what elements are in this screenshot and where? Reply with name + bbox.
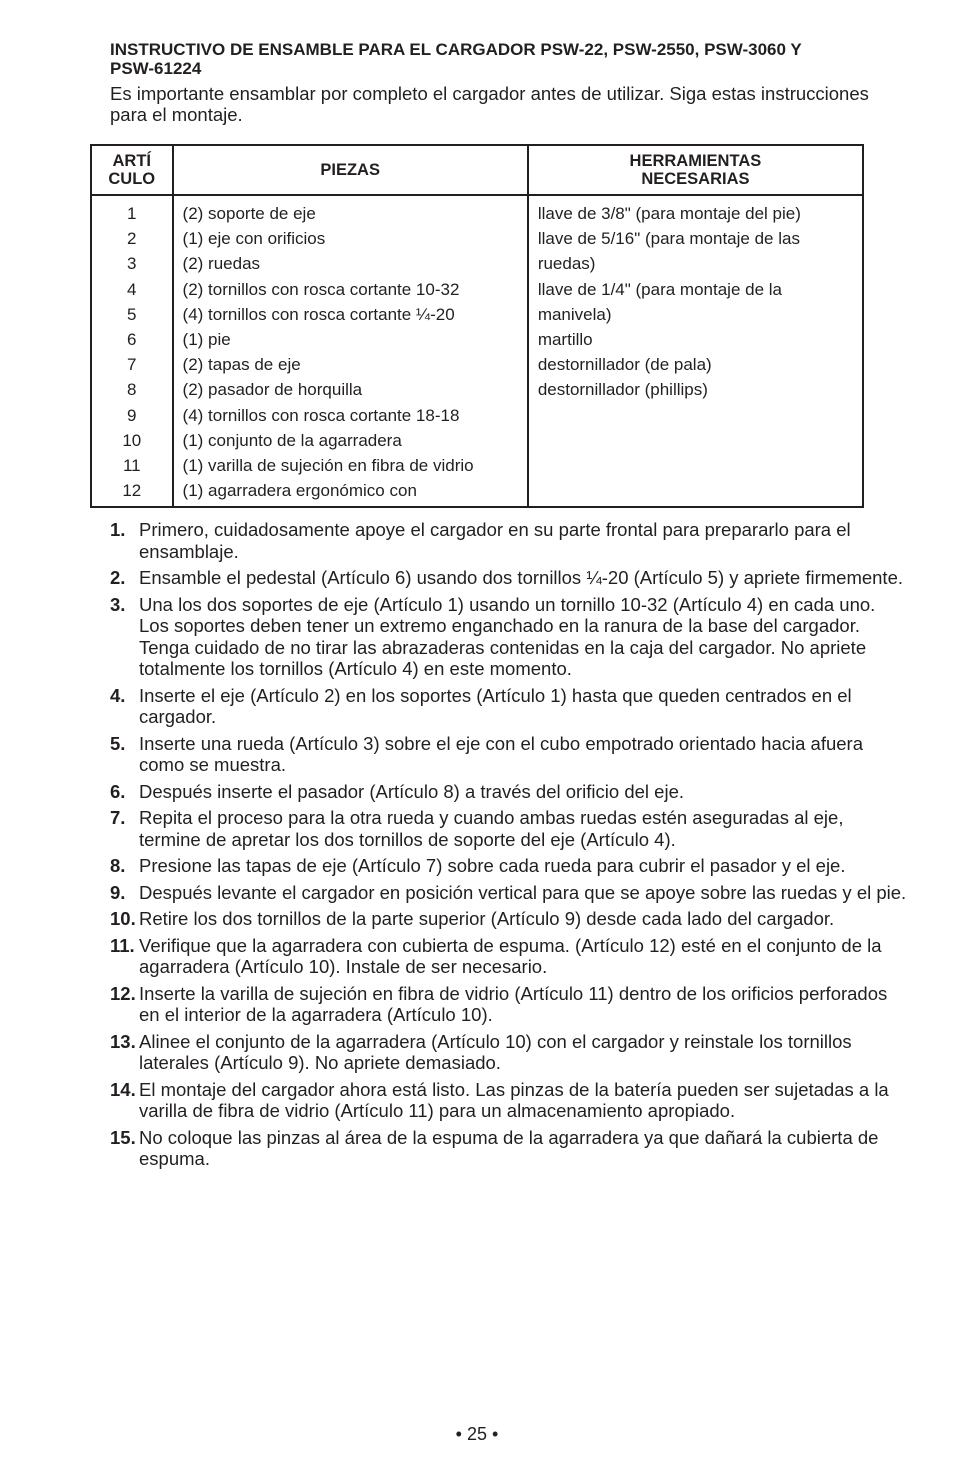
step-number: 10. bbox=[110, 908, 136, 929]
step-text: Inserte el eje (Artículo 2) en los soportes (Artículo 1) hasta que queden centrados en el cargador. bbox=[139, 684, 852, 727]
step-number: 11. bbox=[110, 934, 135, 956]
page-number: • 25 • bbox=[455, 1424, 499, 1444]
article-number: 8 bbox=[127, 380, 137, 400]
step-text: Inserte la varilla de sujeción en fibra de vidrio (Artículo 11) dentro de los orificios perforados en el interior de la agarradera (Artículo 10). bbox=[139, 982, 888, 1025]
part-item: (1) agarradera ergonómico con bbox=[182, 481, 417, 501]
list-item bbox=[110, 733, 910, 776]
part-item: (1) eje con orificios bbox=[182, 229, 326, 249]
part-item: (2) pasador de horquilla bbox=[182, 380, 363, 400]
step-text: Primero, cuidadosamente apoye el cargador en su parte frontal para prepararlo para el ensamblaje. bbox=[139, 519, 851, 562]
step-text: Repita el proceso para la otra rueda y cuando ambas ruedas estén aseguradas al eje, termine de apretar los dos tornillos de soporte del eje (Artículo 4). bbox=[139, 807, 844, 850]
parts-column bbox=[173, 195, 528, 507]
step-text: Después levante el cargador en posición vertical para que se apoye sobre las ruedas y el pie. bbox=[139, 881, 907, 903]
step-number: 8. bbox=[110, 855, 126, 876]
tool-item: llave de 1/4" (para montaje de la bbox=[537, 279, 782, 299]
parts-table bbox=[90, 144, 864, 508]
step-number: 6. bbox=[110, 780, 126, 802]
list-item bbox=[110, 983, 910, 1026]
part-item: (4) tornillos con rosca cortante 18-18 bbox=[182, 405, 460, 425]
part-item: (4) tornillos con rosca cortante ¼-20 bbox=[182, 304, 455, 324]
step-text: Inserte una rueda (Artículo 3) sobre el eje con el cubo empotrado orientado hacia afuera como se muestra. bbox=[139, 732, 864, 775]
article-number: 5 bbox=[127, 304, 137, 324]
step-number: 13. bbox=[110, 1030, 136, 1052]
step-text: Ensamble el pedestal (Artículo 6) usando dos tornillos ¼-20 (Artículo 5) y apriete firmemente. bbox=[139, 567, 904, 588]
list-item bbox=[110, 519, 910, 562]
list-item bbox=[110, 1127, 910, 1170]
step-number: 14. bbox=[110, 1078, 136, 1100]
tool-item: manivela) bbox=[537, 304, 612, 324]
part-item: (2) tornillos con rosca cortante 10-32 bbox=[182, 279, 460, 299]
article-number: 4 bbox=[127, 279, 137, 299]
part-item: (2) tapas de eje bbox=[182, 355, 301, 375]
part-item: (2) soporte de eje bbox=[182, 204, 316, 223]
step-text: No coloque las pinzas al área de la espuma de la agarradera ya que dañará la cubierta de espuma. bbox=[139, 1126, 879, 1169]
step-text: Presione las tapas de eje (Artículo 7) sobre cada rueda para cubrir el pasador y el eje. bbox=[139, 855, 846, 876]
part-item: (2) ruedas bbox=[182, 254, 261, 274]
tool-item: ruedas) bbox=[537, 254, 596, 274]
article-numbers-column bbox=[91, 195, 173, 507]
tools-column bbox=[528, 195, 863, 507]
article-number: 11 bbox=[122, 456, 141, 476]
step-number: 2. bbox=[110, 567, 126, 588]
list-item bbox=[110, 594, 910, 680]
list-item bbox=[110, 567, 910, 589]
header-articulo: ARTÍ CULO bbox=[91, 145, 173, 195]
tool-item: llave de 3/8" (para montaje del pie) bbox=[537, 204, 801, 223]
page-title: INSTRUCTIVO DE ENSAMBLE PARA EL CARGADOR PSW-22, PSW-2550, PSW-3060 Y PSW-61224 bbox=[110, 40, 802, 78]
header-block bbox=[110, 40, 910, 125]
article-number: 1 bbox=[127, 204, 137, 223]
step-text: Después inserte el pasador (Artículo 8) a través del orificio del eje. bbox=[139, 780, 684, 802]
list-item bbox=[110, 855, 910, 877]
step-text: El montaje del cargador ahora está listo. Las pinzas de la batería pueden ser sujetadas a la varilla de fibra de vidrio (Artículo 11) para un almacenamiento apropiado. bbox=[139, 1078, 889, 1121]
article-number: 10 bbox=[122, 430, 142, 450]
assembly-steps-list bbox=[110, 519, 910, 1175]
part-item: (1) pie bbox=[182, 330, 231, 350]
step-number: 9. bbox=[110, 881, 126, 903]
step-number: 3. bbox=[110, 593, 126, 615]
table-header-row bbox=[91, 145, 863, 195]
list-item bbox=[110, 781, 910, 803]
tool-item: destornillador (phillips) bbox=[537, 380, 708, 400]
step-text: Retire los dos tornillos de la parte superior (Artículo 9) desde cada lado del cargador. bbox=[139, 908, 835, 929]
step-number: 15. bbox=[110, 1126, 136, 1148]
article-number: 9 bbox=[127, 405, 137, 425]
step-text: Verifique que la agarradera con cubierta de espuma. (Artículo 12) esté en el conjunto de la agarradera (Artículo 10). Instale de ser necesario. bbox=[139, 934, 882, 977]
intro-paragraph: Es importante ensamblar por completo el cargador antes de utilizar. Siga estas instrucciones para el montaje. bbox=[110, 83, 869, 125]
list-item bbox=[110, 882, 910, 904]
part-item: (1) varilla de sujeción en fibra de vidrio bbox=[182, 456, 474, 476]
article-number: 6 bbox=[127, 330, 137, 350]
step-text: Alinee el conjunto de la agarradera (Artículo 10) con el cargador y reinstale los tornillos laterales (Artículo 9). No apriete demasiado. bbox=[139, 1030, 852, 1073]
table-body-row bbox=[91, 195, 863, 507]
article-number: 12 bbox=[122, 481, 142, 501]
article-number: 7 bbox=[127, 355, 137, 375]
step-number: 4. bbox=[110, 684, 126, 706]
header-herramientas: HERRAMIENTAS NECESARIAS bbox=[528, 145, 863, 195]
list-item bbox=[110, 935, 910, 978]
step-number: 5. bbox=[110, 732, 126, 754]
header-piezas: PIEZAS bbox=[173, 145, 528, 195]
list-item bbox=[110, 908, 910, 930]
tool-item: destornillador (de pala) bbox=[537, 355, 712, 375]
part-item: (1) conjunto de la agarradera bbox=[182, 430, 402, 450]
step-number: 12. bbox=[110, 982, 136, 1004]
list-item bbox=[110, 807, 910, 850]
step-number: 1. bbox=[110, 519, 126, 540]
list-item bbox=[110, 1079, 910, 1122]
article-number: 2 bbox=[127, 229, 137, 249]
list-item bbox=[110, 1031, 910, 1074]
tool-item: llave de 5/16" (para montaje de las bbox=[537, 229, 800, 249]
list-item bbox=[110, 685, 910, 728]
article-number: 3 bbox=[127, 254, 137, 274]
step-number: 7. bbox=[110, 807, 126, 828]
tool-item: martillo bbox=[537, 330, 593, 350]
step-text: Una los dos soportes de eje (Artículo 1) usando un tornillo 10-32 (Artículo 4) en cada uno. Los soportes deben tener un extremo enganchado en la ranura de la base del cargador. Tenga cuidado de no tirar las abrazaderas contenidas en la caja del cargador. No apriete totalmente los tornillos (Artículo 4) en este momento. bbox=[139, 593, 876, 679]
